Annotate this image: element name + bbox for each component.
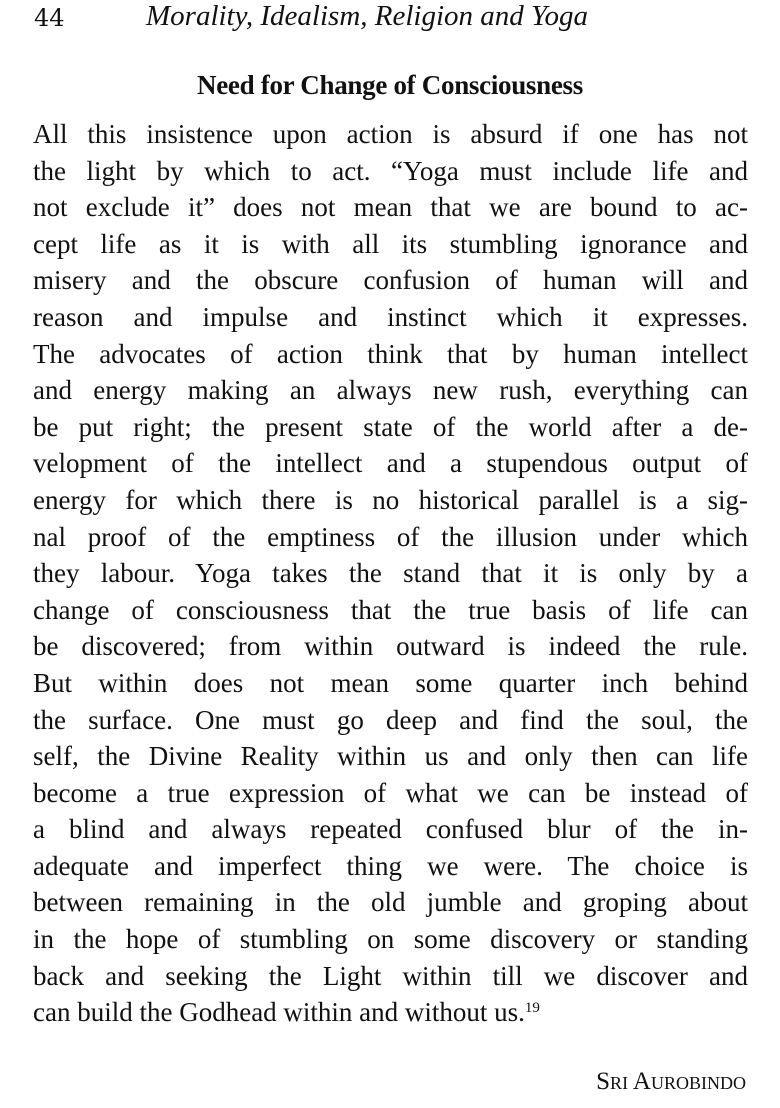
body-line: in the hope of stumbling on some discovery or standing <box>33 924 748 955</box>
body-line: can build the Godhead within and without us.$^{19}$ <box>33 997 540 1028</box>
body-line: reason and impulse and instinct which it expresses. <box>33 301 748 332</box>
body-line: velopment of the intellect and a stupendous output of <box>33 448 748 479</box>
body-line: the surface. One must go deep and find the soul, the <box>33 704 748 735</box>
body-line: be discovered; from within outward is indeed the rule. <box>33 631 748 662</box>
body-line: change of consciousness that the true basis of life can <box>33 594 748 625</box>
author-attribution: Sri Aurobindo <box>596 1068 746 1095</box>
body-line: they labour. Yoga takes the stand that it is only by a <box>33 558 748 589</box>
body-line: a blind and always repeated confused blur of the in- <box>33 814 748 845</box>
body-line: become a true expression of what we can be instead of <box>33 777 748 808</box>
body-line: nal proof of the emptiness of the illusion under which <box>33 521 748 552</box>
body-text <box>33 116 748 1031</box>
body-line: adequate and imperfect thing we were. The choice is <box>33 850 748 881</box>
section-title: Need for Change of Consciousness <box>197 70 583 100</box>
page-number: 44 <box>34 4 65 32</box>
body-line: be put right; the present state of the world after a de- <box>33 411 748 442</box>
body-line: the light by which to act. “Yoga must include life and <box>33 155 748 186</box>
body-line: The advocates of action think that by human intellect <box>33 338 748 369</box>
body-line: not exclude it” does not mean that we are bound to ac- <box>33 192 748 223</box>
body-line: energy for which there is no historical parallel is a sig- <box>33 484 748 515</box>
body-line: All this insistence upon action is absurd if one has not <box>33 119 748 149</box>
body-line: and energy making an always new rush, everything can <box>33 375 748 406</box>
body-line: self, the Divine Reality within us and only then can life <box>33 741 748 772</box>
body-line: back and seeking the Light within till we discover and <box>33 960 748 991</box>
body-line: But within does not mean some quarter inch behind <box>33 667 748 698</box>
running-title: Morality, Idealism, Religion and Yoga <box>146 0 588 32</box>
body-line: misery and the obscure confusion of human will and <box>33 265 748 296</box>
body-line: between remaining in the old jumble and groping about <box>33 887 748 918</box>
footnote-marker: 19 <box>524 1000 540 1017</box>
body-line: cept life as it is with all its stumbling ignorance and <box>33 228 748 259</box>
